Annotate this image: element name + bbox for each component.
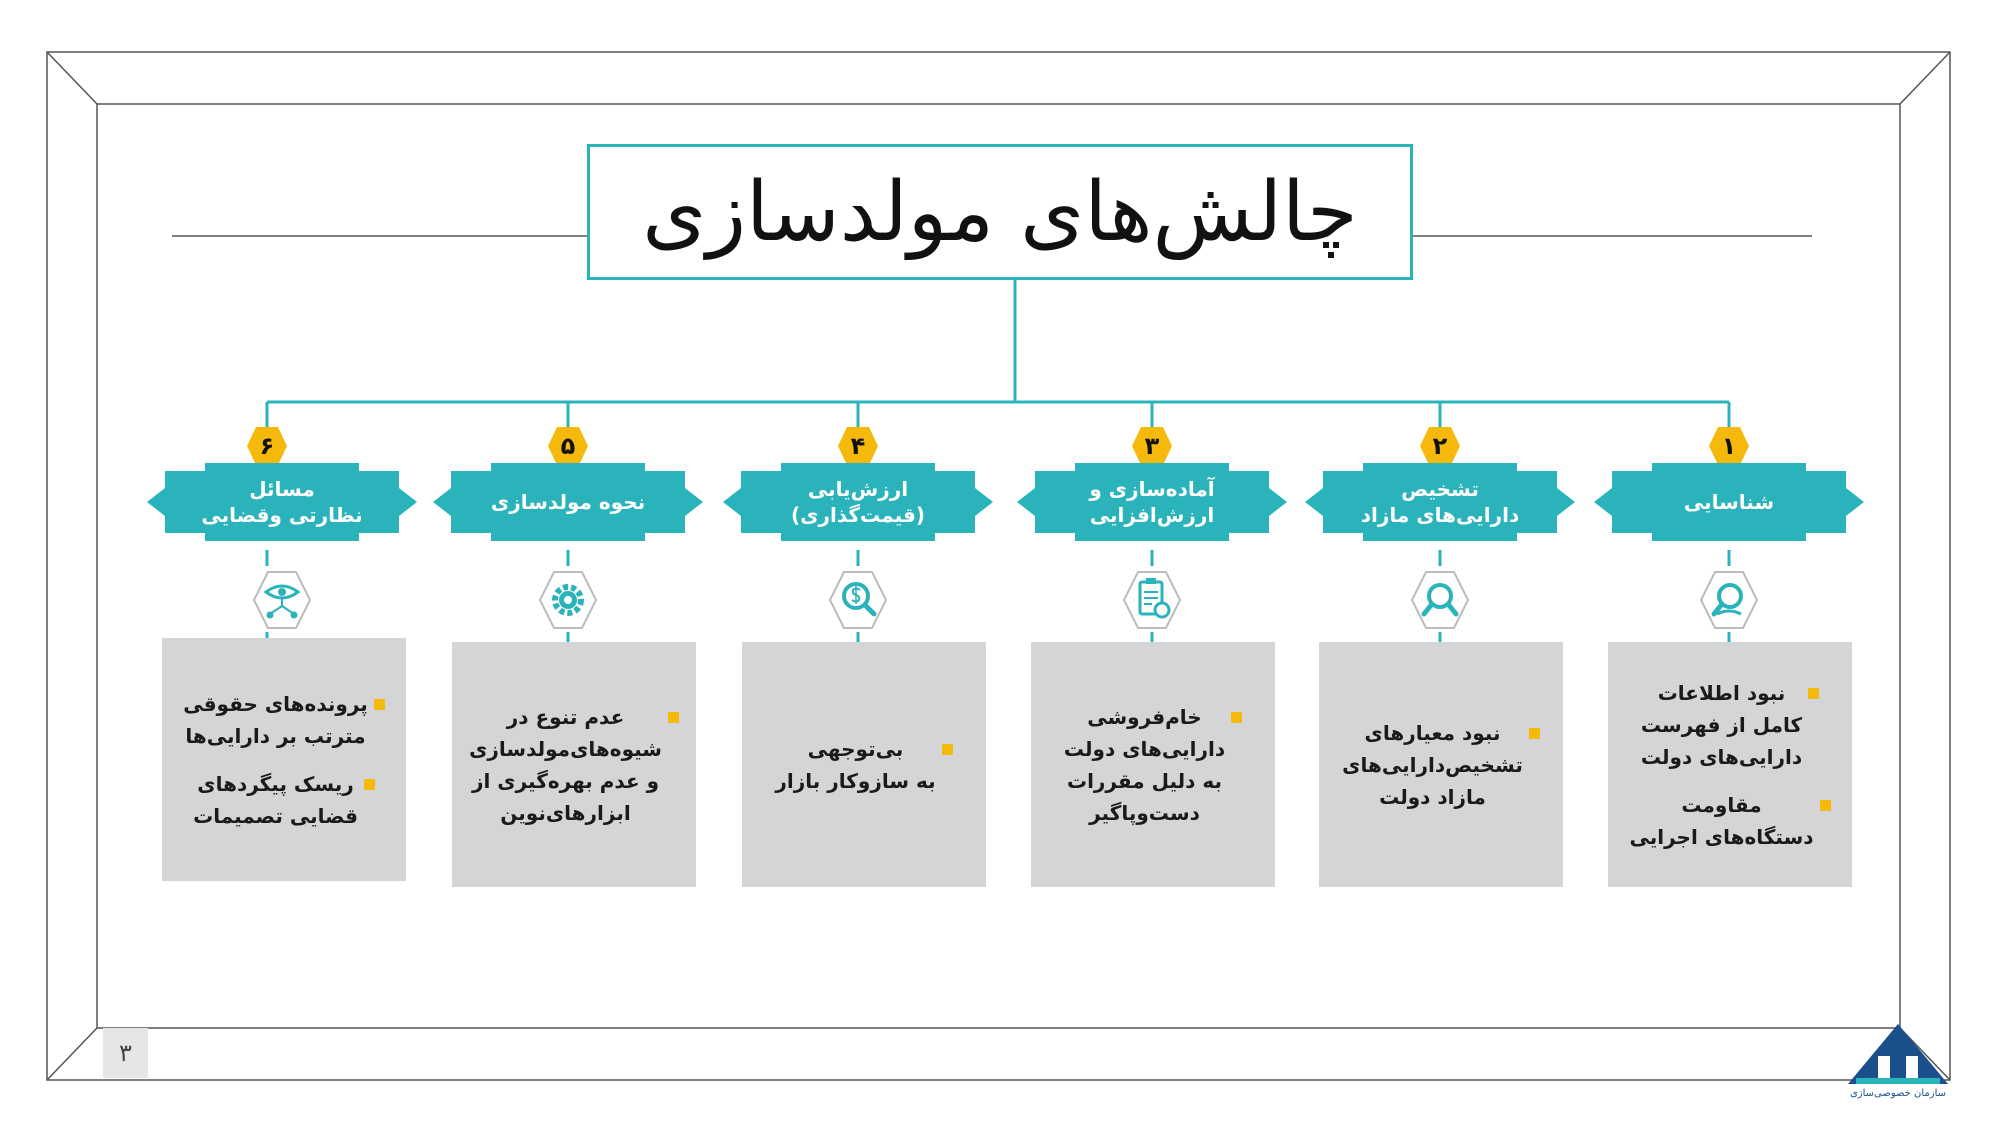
- badge-4: [836, 424, 880, 468]
- card-method: [452, 642, 696, 887]
- badge-number: ۴: [850, 432, 866, 460]
- card-preparation: [1031, 642, 1275, 887]
- bullet-square: [1231, 712, 1242, 723]
- bullet-item: نبود اطلاعات کامل از فهرست دارایی‌های دولت: [1641, 677, 1819, 773]
- magnifier-icon: [1697, 568, 1761, 632]
- bullet-square: [1529, 728, 1540, 739]
- connector-lines: [267, 280, 1729, 642]
- bullet-square: [942, 744, 953, 755]
- bullet-square: [374, 699, 385, 710]
- banner-label: شناسایی: [1683, 490, 1775, 514]
- gear-icon: [536, 568, 600, 632]
- title-box: [587, 144, 1413, 280]
- bullet-item: نبود معیارهای تشخیص‌دارایی‌های مازاد دولت: [1342, 717, 1540, 813]
- page-number: ۳: [103, 1028, 148, 1078]
- banner-identification: [1594, 463, 1864, 541]
- badge-5: [546, 424, 590, 468]
- banner-label: تشخیص دارایی‌های مازاد: [1360, 477, 1520, 527]
- badge-number: ۲: [1432, 432, 1448, 460]
- badge-3: [1130, 424, 1174, 468]
- badge-6: [245, 424, 289, 468]
- banner-detection: [1305, 463, 1575, 541]
- magnifier-icon: [1408, 568, 1472, 632]
- banner-label: ارزش‌یابی (قیمت‌گذاری): [791, 477, 926, 527]
- banner-preparation: [1017, 463, 1287, 541]
- bullet-item: بی‌توجهی به سازوکار بازار: [775, 733, 952, 797]
- bullet-square: [1820, 800, 1831, 811]
- bullet-item: خام‌فروشی دارایی‌های دولت به دلیل مقررات دست‌وپاگیر: [1064, 701, 1242, 829]
- bullet-item: عدم تنوع در شیوه‌های‌مولدسازی و عدم بهره‌گیری از ابزارهای‌نوین: [469, 701, 679, 829]
- page-title: چالش‌های مولدسازی: [642, 164, 1358, 260]
- logo-text: سازمان خصوصی‌سازی: [1849, 1088, 1947, 1099]
- card-oversight: [162, 638, 406, 881]
- bullet-item: پرونده‌های حقوقی مترتب بر دارایی‌ها: [183, 688, 385, 752]
- badge-1: [1707, 424, 1751, 468]
- bullet-item: مقاومت دستگاه‌های اجرایی: [1629, 789, 1830, 853]
- clipboard-icon: [1120, 568, 1184, 632]
- badge-number: ۵: [560, 432, 576, 460]
- eye-network-icon: [250, 568, 314, 632]
- bullet-square: [364, 779, 375, 790]
- banner-oversight: [147, 463, 417, 541]
- banner-label: آماده‌سازی و ارزش‌افزایی: [1089, 477, 1215, 527]
- banner-label: نحوه مولدسازی: [490, 490, 646, 514]
- bullet-item: ریسک پیگردهای قضایی تصمیمات: [193, 768, 375, 832]
- bullet-square: [1808, 688, 1819, 699]
- banner-method: [433, 463, 703, 541]
- card-detection: [1319, 642, 1563, 887]
- badge-number: ۶: [259, 432, 275, 460]
- badge-number: ۱: [1721, 432, 1737, 460]
- money-search-icon: [826, 568, 890, 632]
- card-identification: [1608, 642, 1852, 887]
- banner-valuation: [723, 463, 993, 541]
- card-valuation: [742, 642, 986, 887]
- badge-2: [1418, 424, 1462, 468]
- badge-number: ۳: [1144, 432, 1160, 460]
- banner-label: مسائل نظارتی و‌قضایی: [201, 477, 363, 527]
- bullet-square: [668, 712, 679, 723]
